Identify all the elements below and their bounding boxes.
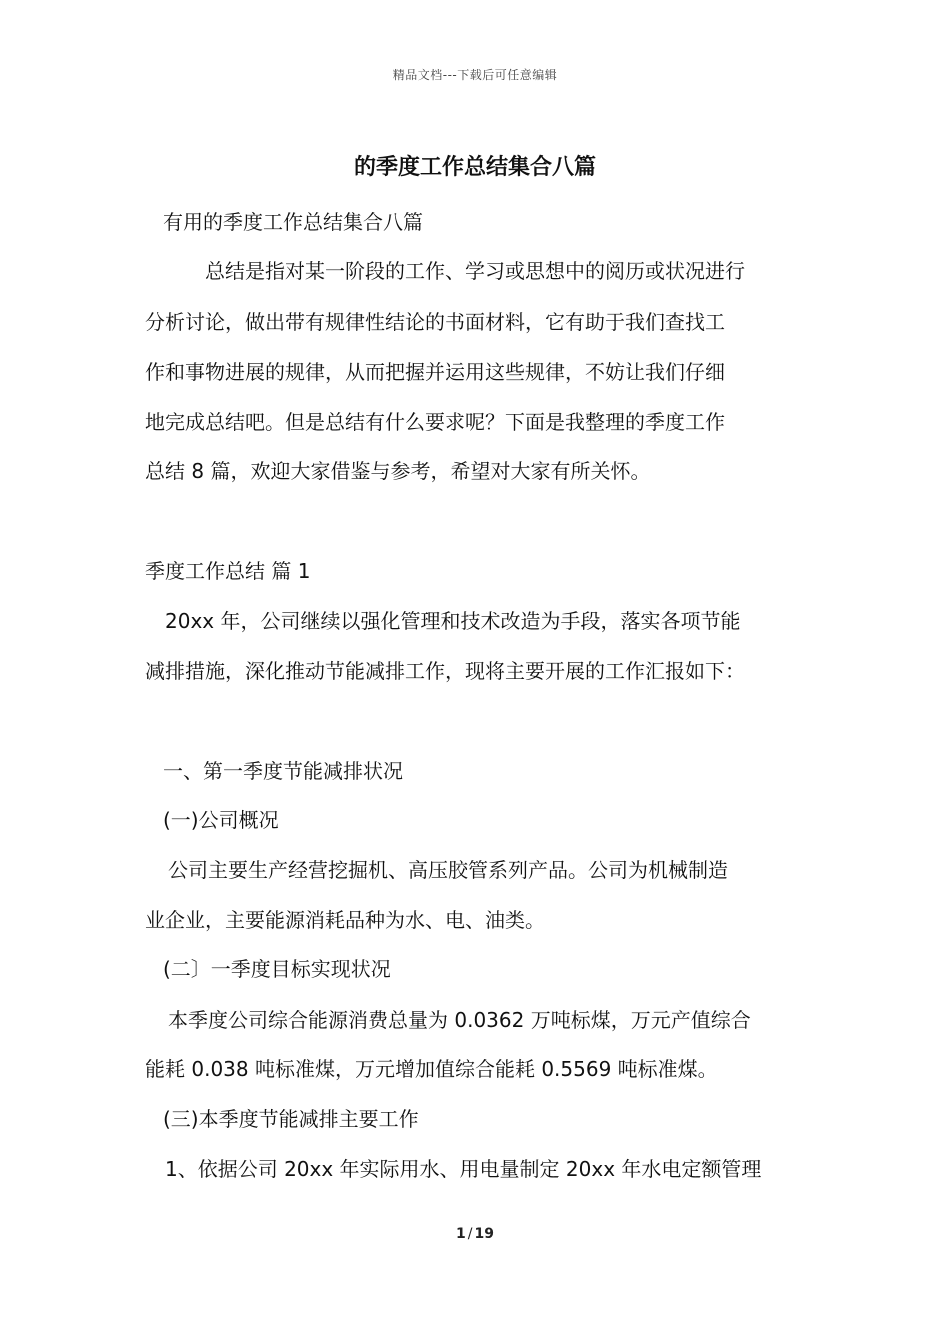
current-page: 1 [456, 1226, 466, 1242]
intro-line-4: 地完成总结吧。但是总结有什么要求呢？下面是我整理的季度工作 [145, 410, 725, 434]
document-title: 的季度工作总结集合八篇 [353, 155, 596, 180]
paragraph-line-5: 本季度公司综合能源消费总量为 0.0362 万吨标煤，万元产值综合 [168, 1008, 751, 1032]
paragraph-line-6: 能耗 0.038 吨标准煤，万元增加值综合能耗 0.5569 吨标准煤。 [145, 1057, 718, 1081]
intro-line-2: 分析讨论，做出带有规律性结论的书面材料，它有助于我们查找工 [145, 310, 725, 334]
paragraph-line-2: 减排措施，深化推动节能减排工作，现将主要开展的工作汇报如下： [145, 659, 745, 683]
paragraph-line-7: 1、依据公司 20xx 年实际用水、用电量制定 20xx 年水电定额管理 [165, 1157, 762, 1181]
intro-line-1: 总结是指对某一阶段的工作、学习或思想中的阅历或状况进行 [205, 259, 745, 283]
heading-energy-status: 一、第一季度节能减排状况 [163, 759, 403, 783]
page-separator: / [467, 1226, 473, 1242]
page-number [0, 1226, 950, 1242]
document-subtitle: 有用的季度工作总结集合八篇 [163, 210, 423, 234]
paragraph-line-3: 公司主要生产经营挖掘机、高压胶管系列产品。公司为机械制造 [168, 858, 728, 882]
paragraph-line-4: 业企业，主要能源消耗品种为水、电、油类。 [145, 908, 545, 932]
subheading-main-work: (三)本季度节能减排主要工作 [163, 1107, 419, 1131]
paragraph-line-1: 20xx 年，公司继续以强化管理和技术改造为手段，落实各项节能 [165, 609, 741, 633]
subheading-target-status: (二〕一季度目标实现状况 [163, 957, 391, 981]
intro-line-5: 总结 8 篇，欢迎大家借鉴与参考，希望对大家有所关怀。 [145, 459, 651, 483]
total-pages: 19 [474, 1226, 494, 1242]
page-header: 精品文档---下载后可任意编辑 [392, 68, 558, 82]
section-heading-1: 季度工作总结 篇 1 [145, 559, 311, 583]
subheading-company-overview: (一)公司概况 [163, 808, 279, 832]
intro-line-3: 作和事物进展的规律，从而把握并运用这些规律，不妨让我们仔细 [145, 360, 725, 384]
